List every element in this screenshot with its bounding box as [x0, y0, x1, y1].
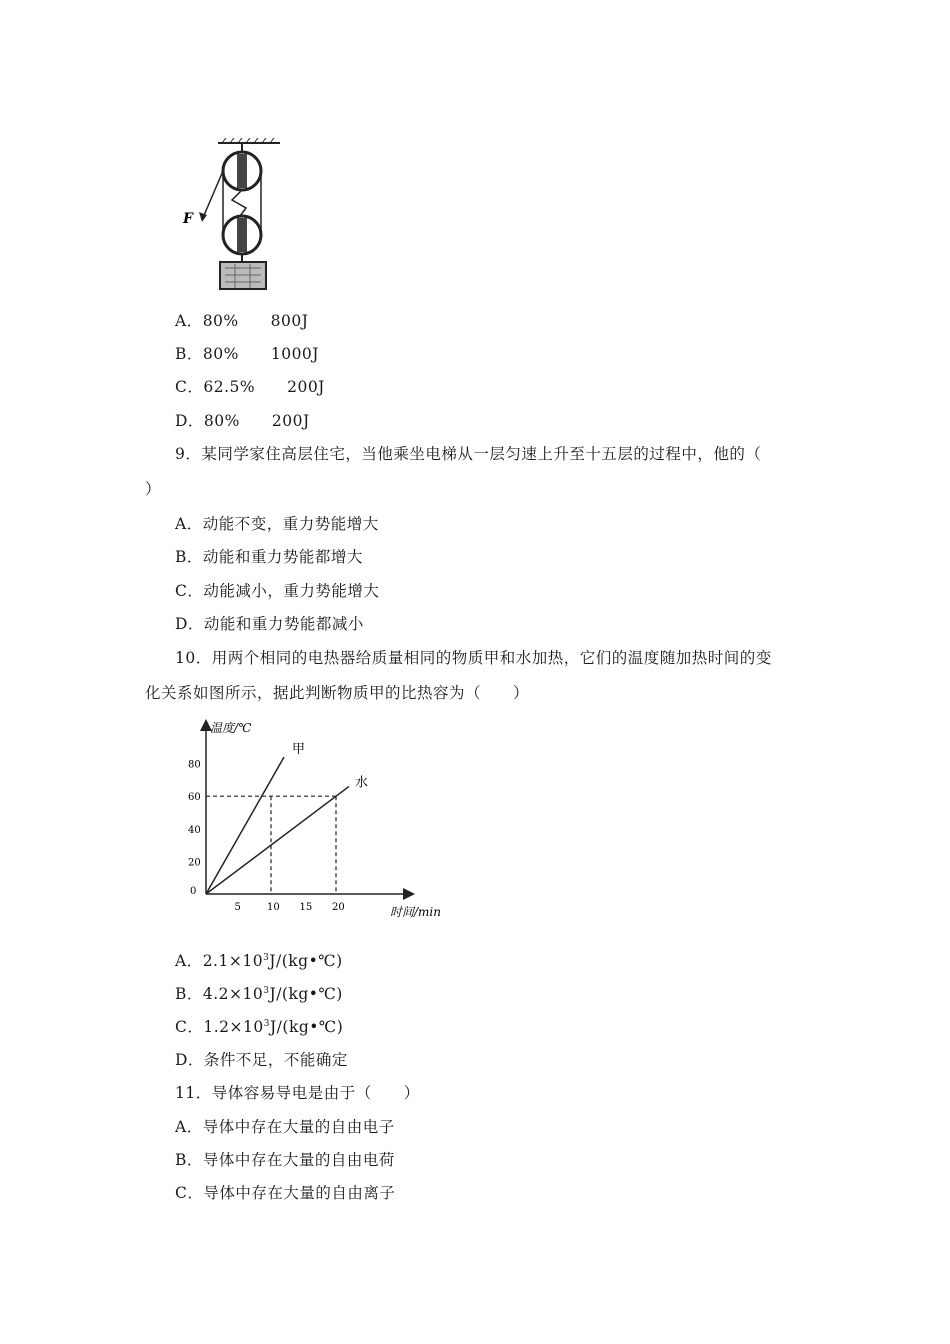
y-tick-label: 80: [188, 759, 201, 771]
q11-stem: 11．导体容易导电是由于（ ）: [175, 1084, 420, 1102]
option-q8-b: B．80% 1000J: [175, 345, 320, 363]
series-line: [206, 786, 349, 894]
x-axis-label: 时间/min: [390, 905, 441, 919]
q9-stem-line2: ）: [145, 480, 162, 498]
option-q9-c: C．动能减小，重力势能增大: [175, 582, 380, 600]
series-label: 水: [355, 775, 369, 791]
x-tick-label: 5: [234, 902, 241, 913]
temperature-time-chart: [180, 718, 455, 923]
option-q10-c: C．$1.2\times 10^3J/(kg•℃)$: [175, 1018, 344, 1036]
option-q9-d: D．动能和重力势能都减小: [175, 615, 364, 633]
option-q10-d: D．条件不足，不能确定: [175, 1051, 348, 1069]
series-line: [206, 757, 284, 894]
x-tick-label: 15: [299, 902, 313, 913]
option-q11-b: B．导体中存在大量的自由电荷: [175, 1151, 395, 1169]
origin-label: 0: [190, 886, 197, 897]
q9-stem-line1: 9．某同学家住高层住宅，当他乘坐电梯从一层匀速上升至十五层的过程中，他的（: [175, 445, 762, 463]
option-q11-c: C．导体中存在大量的自由离子: [175, 1184, 396, 1202]
force-label: F: [183, 211, 193, 227]
option-q8-a: A．80% 800J: [175, 312, 309, 330]
pulley-figure: [180, 138, 280, 293]
option-q9-a: A．动能不变，重力势能增大: [175, 515, 379, 533]
x-tick-label: 20: [332, 902, 345, 913]
q10-stem-line2: 化关系如图所示，据此判断物质甲的比热容为（ ）: [145, 684, 530, 702]
y-axis-label: 温度/℃: [210, 721, 252, 735]
x-tick-label: 10: [267, 902, 280, 913]
option-q11-a: A．导体中存在大量的自由电子: [175, 1118, 395, 1136]
y-tick-label: 20: [188, 857, 201, 869]
option-q8-d: D．80% 200J: [175, 412, 310, 430]
q10-stem-line1: 10．用两个相同的电热器给质量相同的物质甲和水加热，它们的温度随加热时间的变: [175, 649, 772, 667]
option-q10-a: A．$2.1\times 10^3J/(kg•℃)$: [175, 952, 343, 970]
y-tick-label: 60: [188, 792, 201, 804]
option-q10-b: B．$4.2\times 10^3J/(kg•℃)$: [175, 985, 343, 1003]
option-q8-c: C．62.5% 200J: [175, 378, 325, 396]
option-q9-b: B．动能和重力势能都增大: [175, 548, 363, 566]
y-tick-label: 40: [188, 824, 201, 836]
series-label: 甲: [292, 742, 306, 758]
